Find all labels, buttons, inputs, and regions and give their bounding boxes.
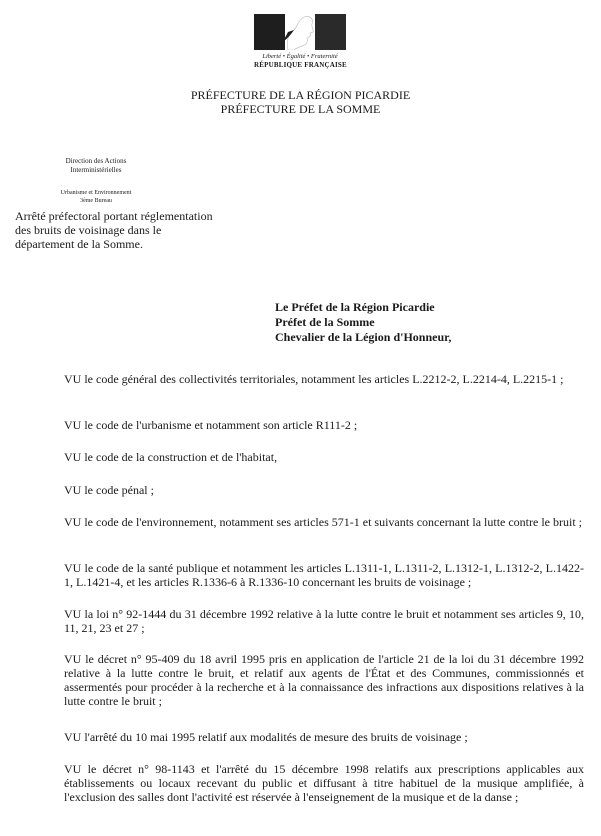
consideration-paragraph: VU le décret n° 98-1143 et l'arrêté du 15 décembre 1998 relatifs aux prescriptions applicables aux établissements ou locaux recevant du public et diffusant à titre habituel de la musique amplifiée, à l'exclusion des salles dont l'activité est réservée à l'enseignement de la musique et de la danse ; bbox=[64, 762, 584, 804]
republique-logo bbox=[254, 14, 346, 69]
consideration-paragraph: VU le code de l'environnement, notamment ses articles 571-1 et suivants concernant la lutte contre le bruit ; bbox=[64, 515, 582, 529]
marianne-profile-icon bbox=[274, 14, 326, 50]
republic-motto: Liberté • Égalité • Fraternité bbox=[262, 53, 338, 60]
service-line-2: 3ème Bureau bbox=[80, 197, 112, 204]
tricolor-flag bbox=[254, 14, 346, 50]
prefecture-region: PRÉFECTURE DE LA RÉGION PICARDIE bbox=[190, 88, 411, 102]
consideration-paragraph: VU le décret n° 95-409 du 18 avril 1995 pris en application de l'article 21 de la loi du 31 décembre 1992 relative à la lutte contre le bruit, et relatif aux agents de l'État et des Communes, commissionnés et assermentés pour procéder à la recherche et à la connaissance des infractions aux dispositions relatives à la lutte contre le bruit ; bbox=[64, 652, 584, 708]
consideration-paragraph: VU l'arrêté du 10 mai 1995 relatif aux modalités de mesure des bruits de voisinage ; bbox=[64, 730, 468, 744]
title-line-1: Arrêté préfectoral portant réglementation bbox=[15, 209, 213, 223]
service-label bbox=[36, 190, 156, 205]
republic-name: RÉPUBLIQUE FRANÇAISE bbox=[254, 61, 347, 69]
prefet-line-2: Préfet de la Somme bbox=[275, 315, 375, 329]
title-line-3: département de la Somme. bbox=[15, 237, 143, 251]
direction-label bbox=[36, 157, 156, 175]
prefet-line-1: Le Préfet de la Région Picardie bbox=[275, 300, 435, 314]
consideration-paragraph: VU la loi n° 92-1444 du 31 décembre 1992 relative à la lutte contre le bruit et notamment ses articles 9, 10, 11, 21, 23 et 27 ; bbox=[64, 607, 584, 635]
prefet-line-3: Chevalier de la Légion d'Honneur, bbox=[275, 330, 452, 344]
consideration-paragraph: VU le code de la construction et de l'habitat, bbox=[64, 450, 278, 464]
direction-line-2: Interministérielles bbox=[70, 166, 122, 174]
arrete-title bbox=[15, 209, 245, 251]
title-line-2: des bruits de voisinage dans le bbox=[15, 223, 162, 237]
prefecture-somme: PRÉFECTURE DE LA SOMME bbox=[220, 102, 381, 116]
consideration-paragraph: VU le code pénal ; bbox=[64, 483, 154, 497]
service-line-1: Urbanisme et Environnement bbox=[60, 190, 132, 196]
direction-line-1: Direction des Actions bbox=[65, 157, 127, 165]
consideration-paragraph: VU le code général des collectivités territoriales, notamment les articles L.2212-2, L.2214-4, L.2215-1 ; bbox=[64, 372, 564, 386]
prefet-block bbox=[275, 300, 451, 345]
consideration-paragraph: VU le code de la santé publique et notamment les articles L.1311-1, L.1311-2, L.1312-1, L.1312-2, L.1422-1, L.1421-4, et les articles R.1336-6 à R.1336-10 concernant les bruits de voisinage ; bbox=[64, 561, 584, 589]
prefecture-header bbox=[0, 88, 601, 116]
consideration-paragraph: VU le code de l'urbanisme et notamment son article R111-2 ; bbox=[64, 418, 358, 432]
